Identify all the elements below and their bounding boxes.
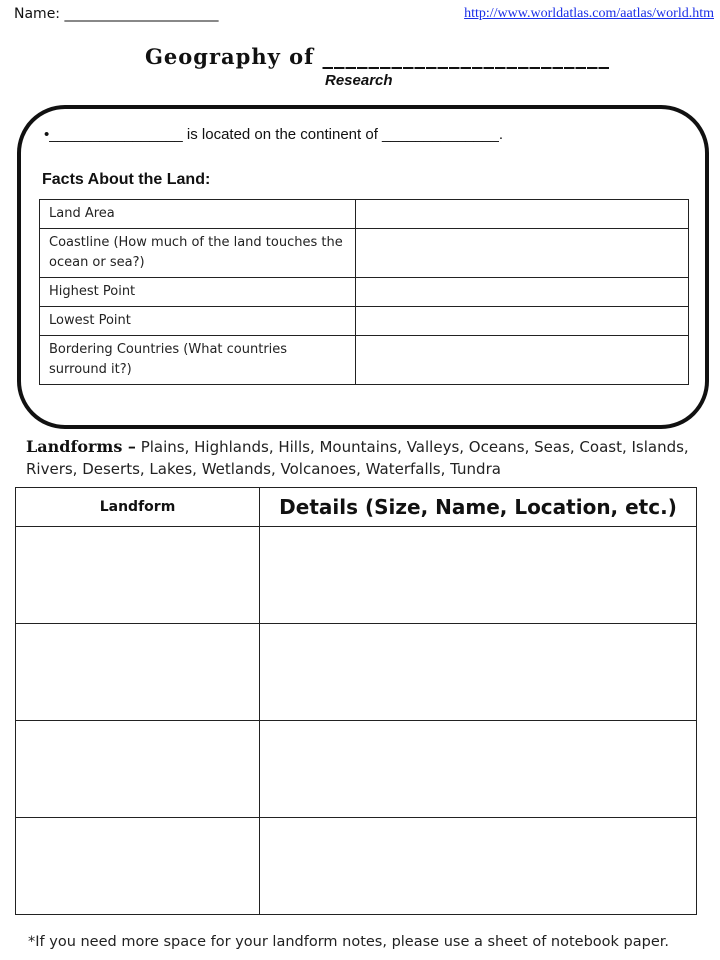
fact-row-coastline (40, 229, 689, 278)
landforms-list: Plains, Highlands, Hills, Mountains, Valleys, Oceans, Seas, Coast, Islands, Rivers, Deserts, Lakes, Wetlands, Volcanoes, Waterfalls, Tundra (26, 438, 689, 478)
fact-answer-cell[interactable] (356, 278, 689, 307)
fact-row-highest-point (40, 278, 689, 307)
worldatlas-link[interactable]: http://www.worldatlas.com/aatlas/world.htm (464, 6, 714, 21)
fact-label: Lowest Point (40, 307, 356, 336)
fact-row-land-area (40, 200, 689, 229)
details-column-header: Details (Size, Name, Location, etc.) (260, 488, 697, 527)
details-cell[interactable] (260, 527, 697, 624)
landform-cell[interactable] (16, 721, 260, 818)
footnote: *If you need more space for your landform notes, please use a sheet of notebook paper. (28, 934, 670, 950)
landform-table (15, 487, 697, 915)
details-cell[interactable] (260, 721, 697, 818)
landforms-heading: Landforms – (26, 437, 136, 456)
details-cell[interactable] (260, 818, 697, 915)
landform-table-header (16, 488, 697, 527)
continent-sentence[interactable]: •________________ is located on the continent of ______________. (44, 126, 503, 143)
table-row (16, 818, 697, 915)
fact-answer-cell[interactable] (356, 229, 689, 278)
landform-column-header: Landform (16, 488, 260, 527)
facts-heading: Facts About the Land: (42, 171, 211, 188)
fact-label: Coastline (How much of the land touches the ocean or sea?) (40, 229, 356, 278)
fact-answer-cell[interactable] (356, 307, 689, 336)
table-row (16, 624, 697, 721)
name-line[interactable]: Name: ______________________ (14, 6, 219, 22)
fact-label: Highest Point (40, 278, 356, 307)
fact-label: Bordering Countries (What countries surround it?) (40, 336, 356, 385)
landform-cell[interactable] (16, 527, 260, 624)
fact-row-lowest-point (40, 307, 689, 336)
facts-table (39, 199, 689, 385)
page-title[interactable]: Geography of _________________________ (145, 44, 610, 69)
landform-cell[interactable] (16, 818, 260, 915)
table-row (16, 527, 697, 624)
page-subtitle: Research (325, 72, 393, 89)
fact-row-bordering-countries (40, 336, 689, 385)
fact-answer-cell[interactable] (356, 336, 689, 385)
fact-answer-cell[interactable] (356, 200, 689, 229)
table-row (16, 721, 697, 818)
fact-label: Land Area (40, 200, 356, 229)
details-cell[interactable] (260, 624, 697, 721)
landforms-description (26, 436, 706, 480)
landform-cell[interactable] (16, 624, 260, 721)
